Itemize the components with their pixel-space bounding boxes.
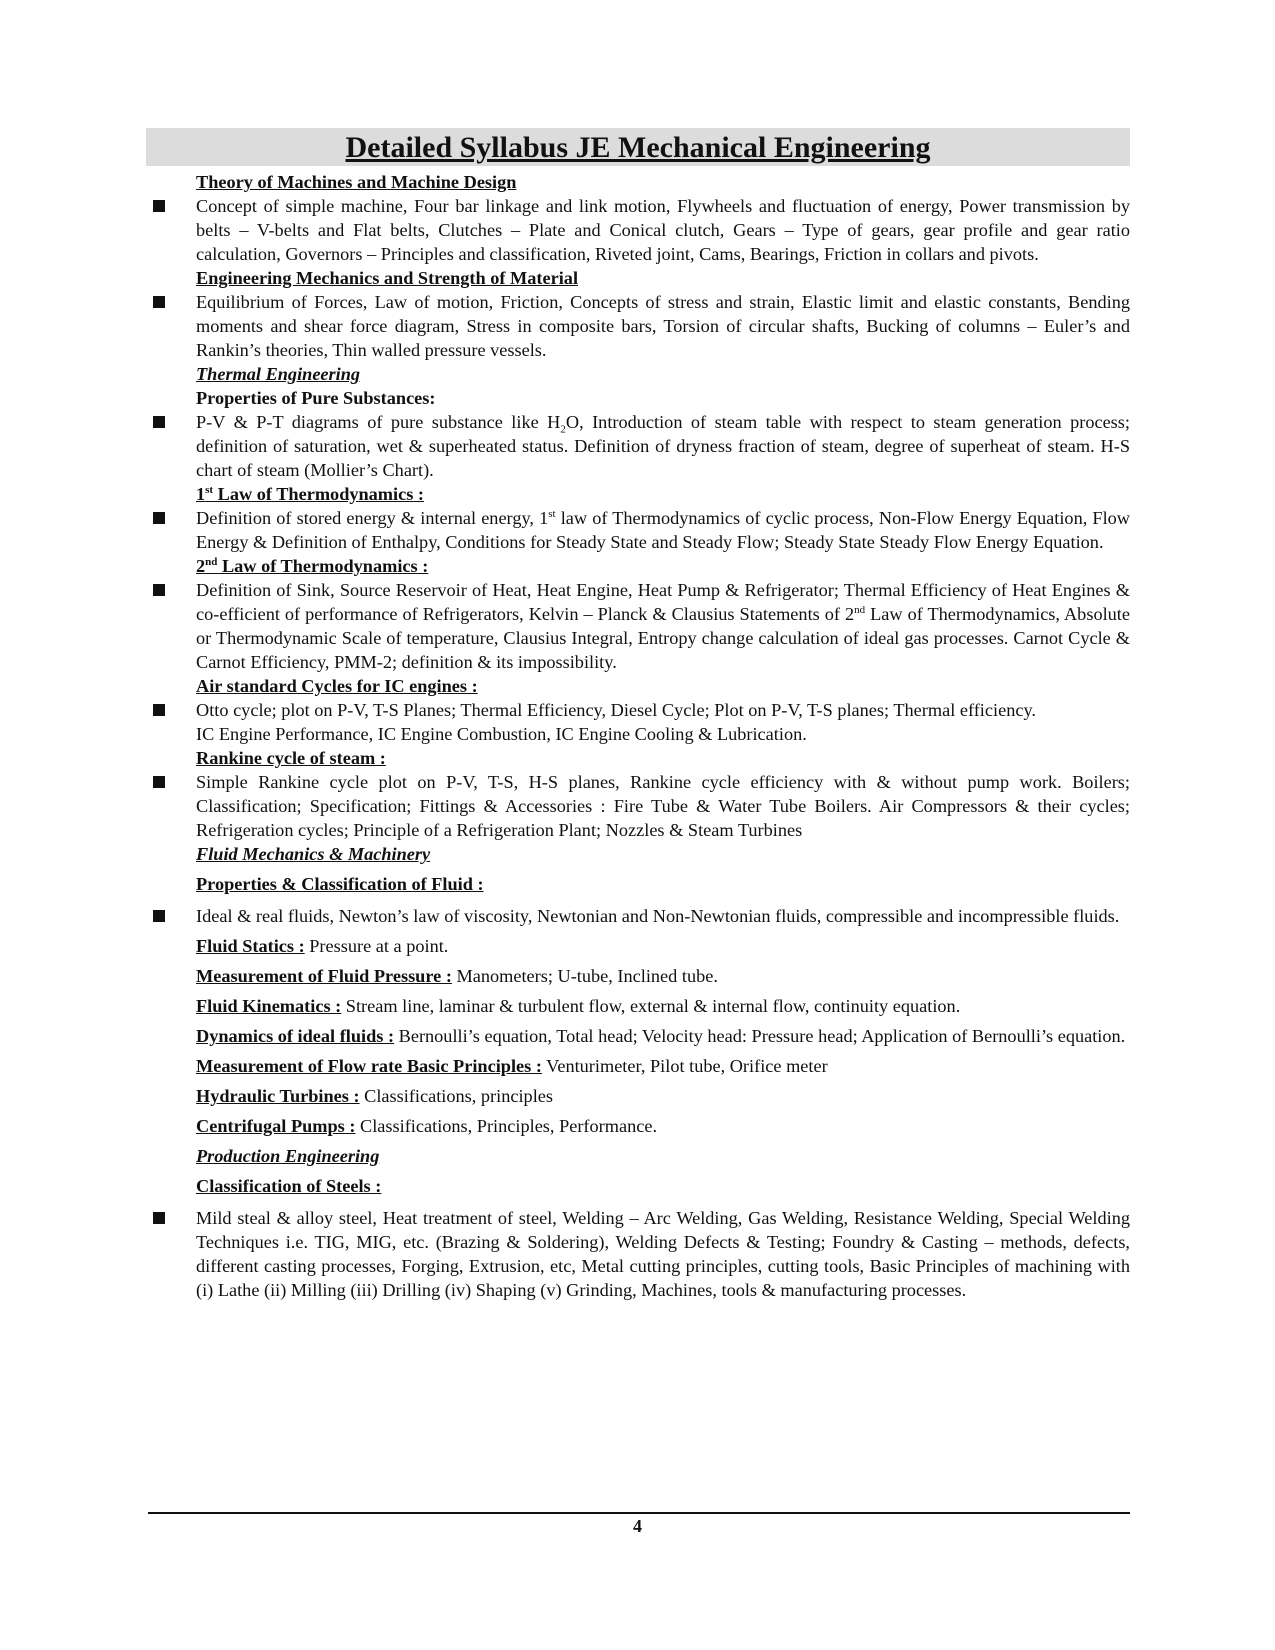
item-text: Mild steal & alloy steel, Heat treatment of steel, Welding – Arc Welding, Gas Welding, Resistance Welding, Special Welding Techniques i.e. TIG, MIG, etc. (Brazing & Soldering), Welding Defects & Testing; Foundry & Casting – methods, defects, different casting processes, Forging, Extrusion, etc, Metal cutting principles, cutting tools, Basic Principles of machining with (i) Lathe (ii) Milling (iii) Drilling (iv) Shaping (v) Grinding, Machines, tools & manufacturing processes. [196, 1208, 1130, 1300]
item-text: Definition of stored energy & internal energy, 1st law of Thermodynamics of cyclic process, Non-Flow Energy Equation, Flow Energy & Definition of Enthalpy, Conditions for Steady State and Steady Flow; Steady State Steady Flow Energy Equation. [196, 507, 1130, 552]
square-bullet-icon [150, 578, 196, 602]
fluid-kinematics-line: Fluid Kinematics : Stream line, laminar & turbulent flow, external & internal flow, continuity equation. [196, 996, 961, 1016]
square-bullet-icon [150, 194, 196, 218]
fluid-pressure-line: Measurement of Fluid Pressure : Manometers; U-tube, Inclined tube. [196, 966, 718, 986]
heading-theory-of-machines: Theory of Machines and Machine Design [196, 172, 517, 192]
flow-rate-line: Measurement of Flow rate Basic Principles : Venturimeter, Pilot tube, Orifice meter [196, 1056, 828, 1076]
list-item [150, 698, 1130, 722]
square-bullet-icon [150, 698, 196, 722]
fluid-dynamics-line: Dynamics of ideal fluids : Bernoulli’s equation, Total head; Velocity head: Pressure head; Application of Bernoulli’s equation. [196, 1026, 1126, 1046]
list-item [150, 904, 1130, 928]
heading-fluid-mechanics: Fluid Mechanics & Machinery [196, 844, 431, 864]
heading-thermal-engineering: Thermal Engineering [196, 364, 361, 384]
hydraulic-turbines-line: Hydraulic Turbines : Classifications, principles [196, 1086, 554, 1106]
square-bullet-icon [150, 506, 196, 530]
item-text: Definition of Sink, Source Reservoir of Heat, Heat Engine, Heat Pump & Refrigerator; Thermal Efficiency of Heat Engines & co-efficient of performance of Refrigerators, Kelvin – Planck & Clausius Statements of 2nd Law of Thermodynamics, Absolute or Thermodynamic Scale of temperature, Clausius Integral, Entropy change calculation of ideal gas processes. Carnot Cycle & Carnot Efficiency, PMM-2; definition & its impossibility. [196, 580, 1130, 672]
page-title: Detailed Syllabus JE Mechanical Engineering [345, 131, 931, 164]
list-item [150, 578, 1130, 674]
list-item [150, 290, 1130, 362]
plain-text: IC Engine Performance, IC Engine Combustion, IC Engine Cooling & Lubrication. [196, 724, 807, 744]
heading-second-law: 2nd Law of Thermodynamics : [196, 555, 429, 576]
heading-classification-of-steels: Classification of Steels : [196, 1176, 382, 1196]
item-text: Otto cycle; plot on P-V, T-S Planes; Thermal Efficiency, Diesel Cycle; Plot on P-V, T-S planes; Thermal efficiency. [196, 700, 1036, 720]
heading-engineering-mechanics: Engineering Mechanics and Strength of Material [196, 268, 579, 288]
item-text: Ideal & real fluids, Newton’s law of viscosity, Newtonian and Non-Newtonian fluids, compressible and incompressible fluids. [196, 906, 1120, 926]
item-text: Equilibrium of Forces, Law of motion, Friction, Concepts of stress and strain, Elastic limit and elastic constants, Bending moments and shear force diagram, Stress in composite bars, Torsion of circular shafts, Bucking of columns – Euler’s and Rankin’s theories, Thin walled pressure vessels. [196, 292, 1130, 360]
square-bullet-icon [150, 410, 196, 434]
list-item [150, 506, 1130, 554]
heading-rankine-cycle: Rankine cycle of steam : [196, 748, 386, 768]
heading-pure-substances: Properties of Pure Substances: [196, 388, 436, 408]
syllabus-body [150, 170, 1130, 1302]
square-bullet-icon [150, 1206, 196, 1230]
item-text: Concept of simple machine, Four bar linkage and link motion, Flywheels and fluctuation of energy, Power transmission by belts – V-belts and Flat belts, Clutches – Plate and Conical clutch, Gears – Type of gears, gear profile and gear ratio calculation, Governors – Principles and classification, Riveted joint, Cams, Bearings, Friction in collars and pivots. [196, 196, 1130, 264]
heading-air-standard-cycles: Air standard Cycles for IC engines : [196, 676, 478, 696]
item-text: P-V & P-T diagrams of pure substance like $H_2O$, Introduction of steam table with respect to steam generation process; definition of saturation, wet & superheated status. Definition of dryness fraction of steam, degree of superheat of steam. H-S chart of steam (Mollier’s Chart). [196, 412, 1130, 480]
heading-fluid-properties: Properties & Classification of Fluid : [196, 874, 484, 894]
fluid-statics-line: Fluid Statics : Pressure at a point. [196, 936, 449, 956]
heading-first-law: 1st Law of Thermodynamics : [196, 483, 425, 504]
item-text: Simple Rankine cycle plot on P-V, T-S, H-S planes, Rankine cycle efficiency with & without pump work. Boilers; Classification; Specification; Fittings & Accessories : Fire Tube & Water Tube Boilers. Air Compressors & their cycles; Refrigeration cycles; Principle of a Refrigeration Plant; Nozzles & Steam Turbines [196, 772, 1130, 840]
footer-rule [148, 1512, 1130, 1514]
list-item [150, 410, 1130, 482]
centrifugal-pumps-line: Centrifugal Pumps : Classifications, Principles, Performance. [196, 1116, 658, 1136]
list-item [150, 770, 1130, 842]
list-item [150, 194, 1130, 266]
list-item [150, 1206, 1130, 1302]
square-bullet-icon [150, 904, 196, 928]
square-bullet-icon [150, 290, 196, 314]
heading-production-engineering: Production Engineering [196, 1146, 380, 1166]
page-number: 4 [633, 1516, 642, 1536]
square-bullet-icon [150, 770, 196, 794]
